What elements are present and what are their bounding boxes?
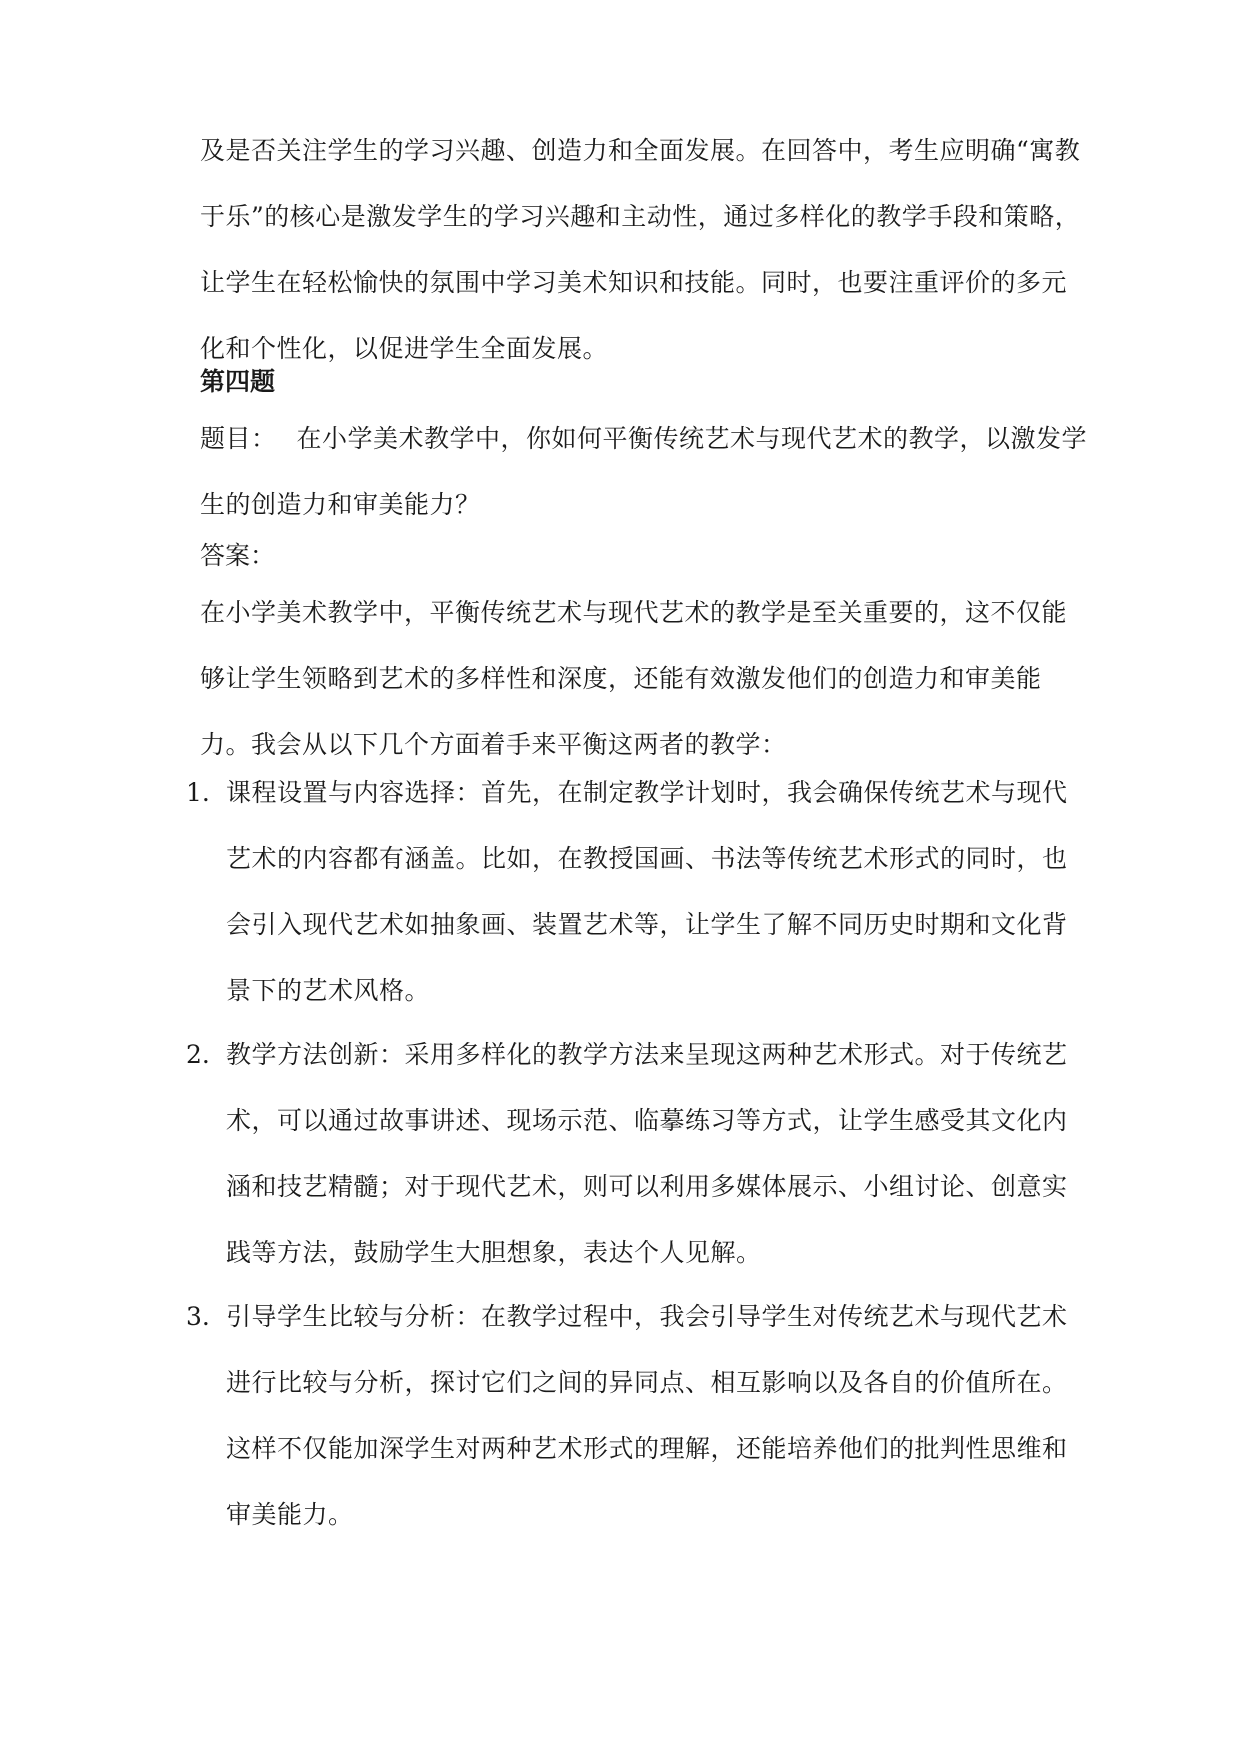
list-text: 引导学生比较与分析：在教学过程中，我会引导学生对传统艺术与现代艺术进行比较与分析，探讨它们之间的异同点、相互影响以及各自的价值所在。这样不仅能加深学生对两种艺术形式的理解，还能培养他们的批判性思维和审美能力。: [226, 1302, 1068, 1529]
section-heading: 第四题: [200, 367, 276, 396]
list-number: 3.: [186, 1302, 210, 1331]
continuation-paragraph: 及是否关注学生的学习兴趣、创造力和全面发展。在回答中，考生应明确“寓教于乐”的核心是激发学生的学习兴趣和主动性，通过多样化的教学手段和策略，让学生在轻松愉快的氛围中学习美术知识和技能。同时，也要注重评价的多元化和个性化，以促进学生全面发展。: [200, 136, 1081, 363]
answer-label: 答案：: [200, 541, 276, 570]
answer-intro-paragraph: 在小学美术教学中，平衡传统艺术与现代艺术的教学是至关重要的，这不仅能够让学生领略到艺术的多样性和深度，还能有效激发他们的创造力和审美能力。我会从以下几个方面着手来平衡这两者的教学：: [200, 598, 1068, 759]
list-number: 1.: [186, 778, 210, 807]
list-number: 2.: [186, 1040, 210, 1069]
question-label: 题目：: [200, 424, 277, 453]
question-text: 在小学美术教学中，你如何平衡传统艺术与现代艺术的教学，以激发学生的创造力和审美能力？: [200, 424, 1088, 519]
list-text: 教学方法创新：采用多样化的教学方法来呈现这两种艺术形式。对于传统艺术，可以通过故事讲述、现场示范、临摹练习等方式，让学生感受其文化内涵和技艺精髓；对于现代艺术，则可以利用多媒体展示、小组讨论、创意实践等方法，鼓励学生大胆想象，表达个人见解。: [226, 1040, 1068, 1267]
list-text: 课程设置与内容选择：首先，在制定教学计划时，我会确保传统艺术与现代艺术的内容都有涵盖。比如，在教授国画、书法等传统艺术形式的同时，也会引入现代艺术如抽象画、装置艺术等，让学生了解不同历史时期和文化背景下的艺术风格。: [226, 778, 1068, 1005]
question-paragraph: [200, 406, 1090, 538]
